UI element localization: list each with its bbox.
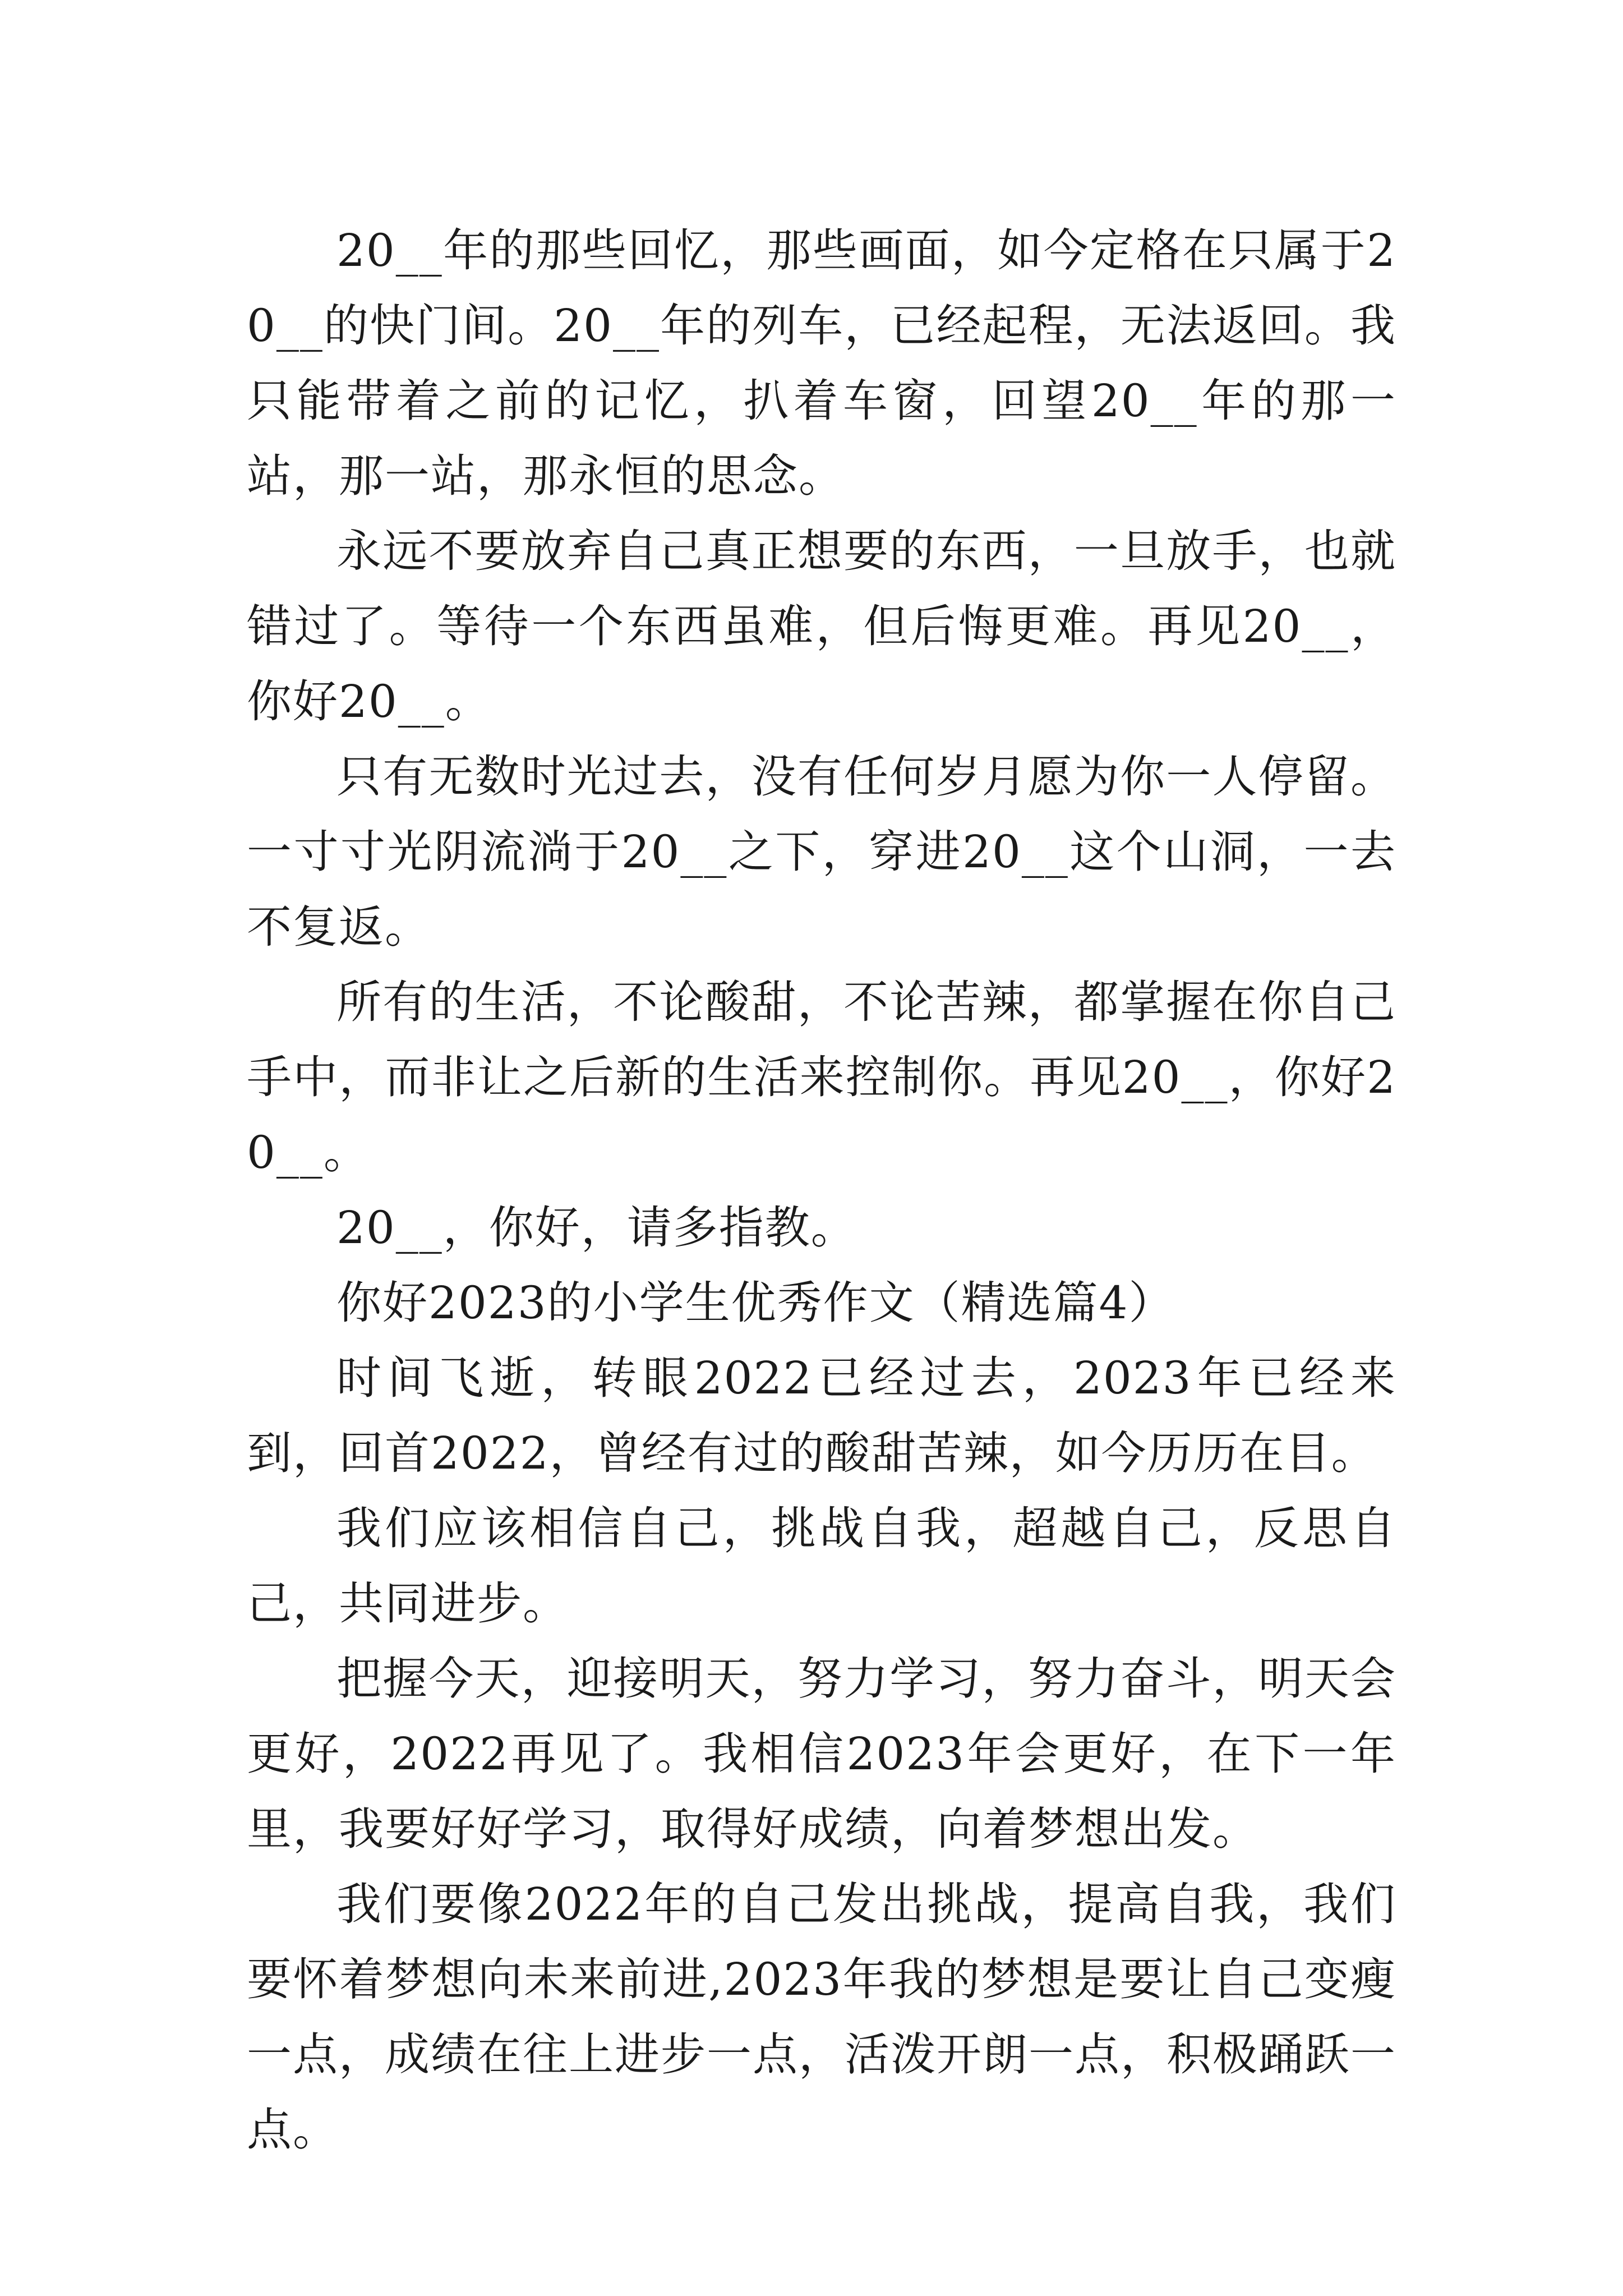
paragraph: 时间飞逝，转眼2022已经过去，2023年已经来到，回首2022，曾经有过的酸甜苦辣，如今历历在目。 (247, 1352, 1396, 1479)
paragraph: 只有无数时光过去，没有任何岁月愿为你一人停留。一寸寸光阴流淌于20__之下，穿进20__这个山洞，一去不复返。 (247, 751, 1396, 953)
paragraph: 所有的生活，不论酸甜，不论苦辣，都掌握在你自己手中，而非让之后新的生活来控制你。再见20__，你好20__。 (247, 976, 1396, 1179)
paragraph: 我们要像2022年的自己发出挑战，提高自我，我们要怀着梦想向未来前进,2023年我的梦想是要让自己变瘦一点，成绩在往上进步一点，活泼开朗一点，积极踊跃一点。 (247, 1878, 1396, 2156)
paragraph: 20__年的那些回忆，那些画面，如今定格在只属于20__的快门间。20__年的列车，已经起程，无法返回。我只能带着之前的记忆，扒着车窗，回望20__年的那一站，那一站，那永恒的思念。 (247, 224, 1396, 502)
paragraph: 20__，你好，请多指教。 (336, 1202, 857, 1254)
document-body (247, 213, 1396, 2168)
section-heading: 你好2023的小学生优秀作文（精选篇4） (336, 1277, 1175, 1329)
paragraph: 永远不要放弃自己真正想要的东西，一旦放手，也就错过了。等待一个东西虽难，但后悔更难。再见20__，你好20__。 (247, 525, 1396, 728)
paragraph: 把握今天，迎接明天，努力学习，努力奋斗，明天会更好，2022再见了。我相信2023年会更好，在下一年里，我要好好学习，取得好成绩，向着梦想出发。 (247, 1653, 1396, 1855)
paragraph: 我们应该相信自己，挑战自我，超越自己，反思自己，共同进步。 (247, 1502, 1396, 1630)
